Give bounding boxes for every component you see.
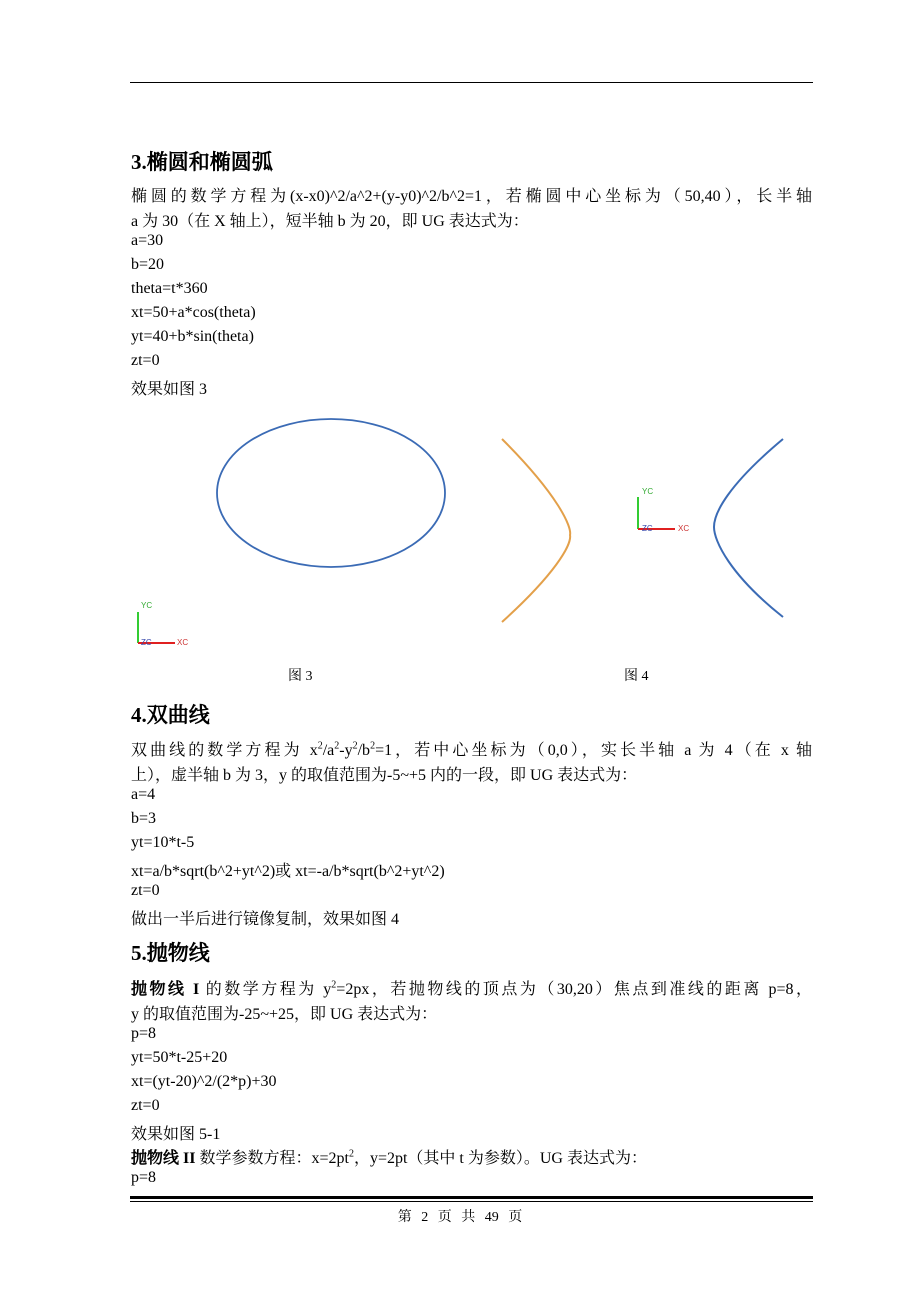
header-rule: [130, 82, 813, 83]
axis-label-xc: XC: [678, 524, 690, 533]
section-3-code-line: a=30: [131, 232, 164, 249]
section-5-heading: 5.抛物线: [131, 941, 210, 965]
section-3-intro-line2: a 为 30（在 X 轴上），短半轴 b 为 20，即 UG 表达式为：: [131, 213, 529, 230]
section-5-code-line: yt=50*t-25+20: [131, 1049, 228, 1066]
section-4-intro-line1: 双曲线的数学方程为 $x^2/a^2-y^2/b^2=1$，若中心坐标为（0,0），实长半轴 a 为 4（在 x 轴: [131, 740, 812, 759]
section-3-intro-line1: 椭圆的数学方程为(x-x0)^2/a^2+(y-y0)^2/b^2=1，若椭圆中心坐标为（50,40），长半轴: [131, 188, 812, 205]
section-5-effect: 效果如图 5-1: [131, 1126, 221, 1143]
axis-label-xc: XC: [177, 638, 189, 647]
section-3-code-line: xt=50+a*cos(theta): [131, 304, 256, 321]
footer-rule-thick: [130, 1196, 813, 1199]
axis-label-zc: ZC: [642, 524, 653, 533]
axis-label-zc: ZC: [141, 638, 152, 647]
section-4-code-line: a=4: [131, 786, 156, 803]
figure-4-caption: 图 4: [624, 669, 649, 684]
figure-3-ellipse: [125, 410, 465, 660]
section-4-effect: 做出一半后进行镜像复制，效果如图 4: [131, 911, 400, 928]
section-3-code-line: b=20: [131, 256, 165, 273]
figure-4-hyperbola: [490, 425, 800, 635]
section-4-code-line: b=3: [131, 810, 157, 827]
axis-label-yc: YC: [141, 601, 153, 610]
section-3-effect: 效果如图 3: [131, 381, 208, 398]
section-4-heading: 4.双曲线: [131, 703, 210, 727]
axis-label-yc: YC: [642, 487, 654, 496]
section-5-parabola-1-line1: 抛物线 I 的数学方程为 $y^2=2px$，若抛物线的顶点为（30,20）焦点到准线的距离 p=8，: [131, 979, 812, 998]
section-3-heading: 3.椭圆和椭圆弧: [131, 150, 273, 174]
section-4-intro-line2: 上），虚半轴 b 为 3，y 的取值范围为-5~+5 内的一段，即 UG 表达式为：: [131, 767, 638, 784]
section-5-code-line: xt=(yt-20)^2/(2*p)+30: [131, 1073, 277, 1090]
ellipse-curve: [217, 419, 445, 567]
section-5-code-line: zt=0: [131, 1097, 160, 1114]
page-number-footer: 第 2 页 共 49 页: [397, 1210, 523, 1225]
section-5-code-line: p=8: [131, 1025, 157, 1042]
section-5-parabola-1-line2: y 的取值范围为-25~+25，即 UG 表达式为：: [131, 1006, 438, 1023]
section-3-code-line: theta=t*360: [131, 280, 208, 297]
section-5-parabola-2-line: 抛物线 II 数学参数方程：$x=2pt^2$，y=2pt（其中 t 为参数）。UG 表达式为：: [131, 1148, 647, 1167]
section-4-code-line: xt=a/b*sqrt(b^2+yt^2)或 xt=-a/b*sqrt(b^2+yt^2): [131, 863, 445, 880]
section-3-code-line: yt=40+b*sin(theta): [131, 328, 254, 345]
footer-rule-thin: [130, 1201, 813, 1202]
hyperbola-left-branch: [502, 439, 570, 622]
section-5-parabola-2-code: p=8: [131, 1169, 157, 1186]
section-4-code-line: yt=10*t-5: [131, 834, 195, 851]
section-3-code-line: zt=0: [131, 352, 160, 369]
hyperbola-right-branch: [714, 439, 783, 617]
section-4-code-line: zt=0: [131, 882, 160, 899]
figure-3-caption: 图 3: [288, 669, 313, 684]
